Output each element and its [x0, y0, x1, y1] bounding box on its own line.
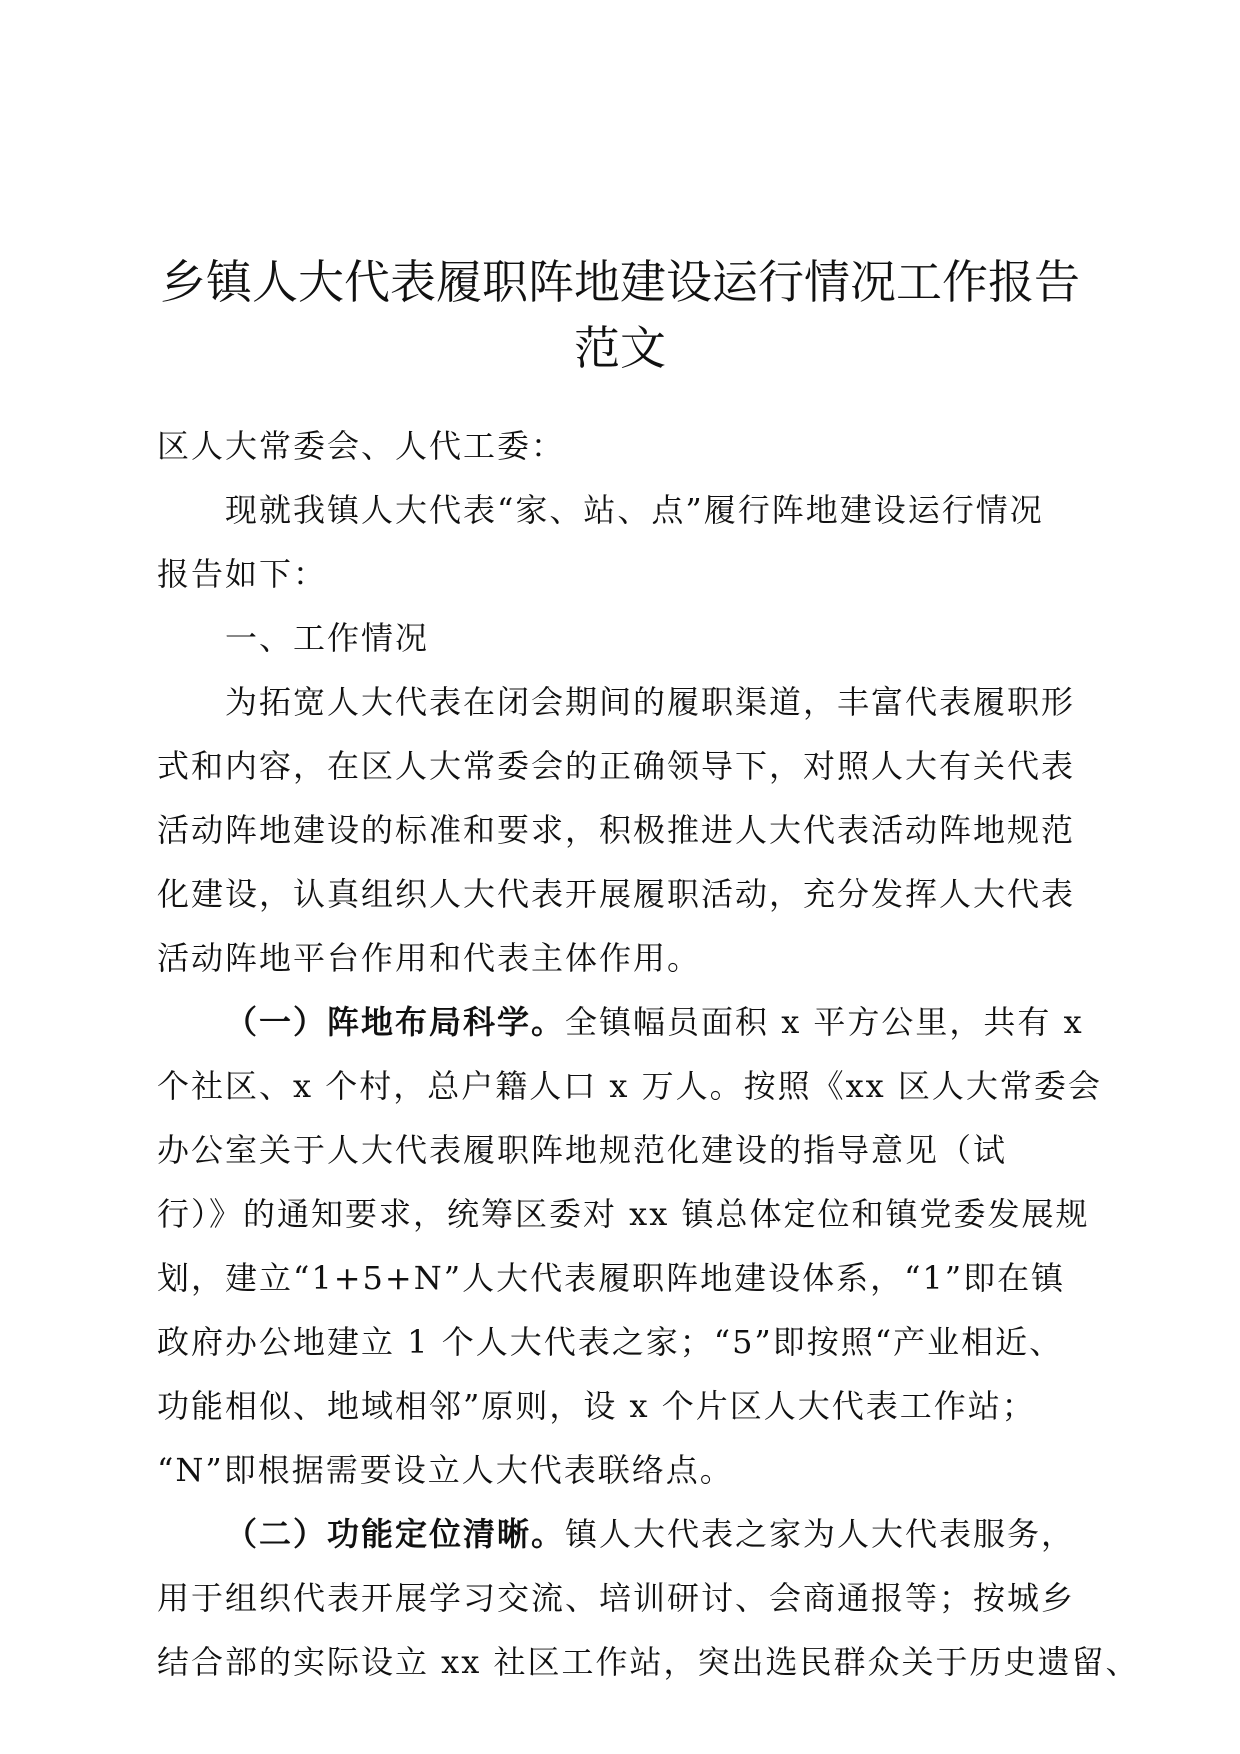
intro-line: 现就我镇人大代表“家、站、点”履行阵地建设运行情况: [225, 491, 1044, 529]
intro-line: 报告如下：: [157, 555, 328, 593]
subsection-heading: （一）阵地布局科学。: [225, 1003, 566, 1041]
paragraph-line: 办公室关于人大代表履职阵地规范化建设的指导意见（试: [157, 1131, 1008, 1169]
paragraph-text: 镇人大代表之家为人大代表服务，: [565, 1515, 1076, 1553]
paragraph-line: 化建设，认真组织人大代表开展履职活动，充分发挥人大代表: [157, 875, 1076, 913]
salutation: 区人大常委会、人代工委：: [157, 427, 566, 465]
paragraph-line: “N”即根据需要设立人大代表联络点。: [157, 1451, 734, 1489]
subsection-first-line: [225, 1512, 1075, 1556]
paragraph-line: 行）》的通知要求，统筹区委对 xx 镇总体定位和镇党委发展规: [157, 1195, 1090, 1233]
document-title-continuation: 范文: [574, 321, 666, 375]
paragraph-text: 全镇幅员面积 x 平方公里，共有 x: [565, 1003, 1084, 1041]
paragraph-line: 政府办公地建立 1 个人大代表之家；“5”即按照“产业相近、: [157, 1323, 1064, 1361]
section-heading: 一、工作情况: [225, 619, 430, 657]
document-title: 乡镇人大代表履职阵地建设运行情况工作报告: [160, 255, 1080, 309]
paragraph-line: 结合部的实际设立 xx 社区工作站，突出选民群众关于历史遗留、: [157, 1643, 1140, 1681]
paragraph-line: 活动阵地建设的标准和要求，积极推进人大代表活动阵地规范: [157, 811, 1076, 849]
subsection-heading: （二）功能定位清晰。: [225, 1515, 566, 1553]
paragraph-line: 为拓宽人大代表在闭会期间的履职渠道，丰富代表履职形: [225, 683, 1076, 721]
paragraph-line: 用于组织代表开展学习交流、培训研讨、会商通报等；按城乡: [157, 1579, 1076, 1617]
paragraph-line: 式和内容，在区人大常委会的正确领导下，对照人大有关代表: [157, 747, 1076, 785]
subsection-first-line: [225, 1000, 1084, 1044]
paragraph-line: 划，建立“1+5+N”人大代表履职阵地建设体系，“1”即在镇: [157, 1259, 1066, 1297]
paragraph-line: 活动阵地平台作用和代表主体作用。: [157, 939, 702, 977]
paragraph-line: 个社区、x 个村，总户籍人口 x 万人。按照《xx 区人大常委会: [157, 1067, 1102, 1105]
paragraph-line: 功能相似、地域相邻”原则，设 x 个片区人大代表工作站；: [157, 1387, 1036, 1425]
